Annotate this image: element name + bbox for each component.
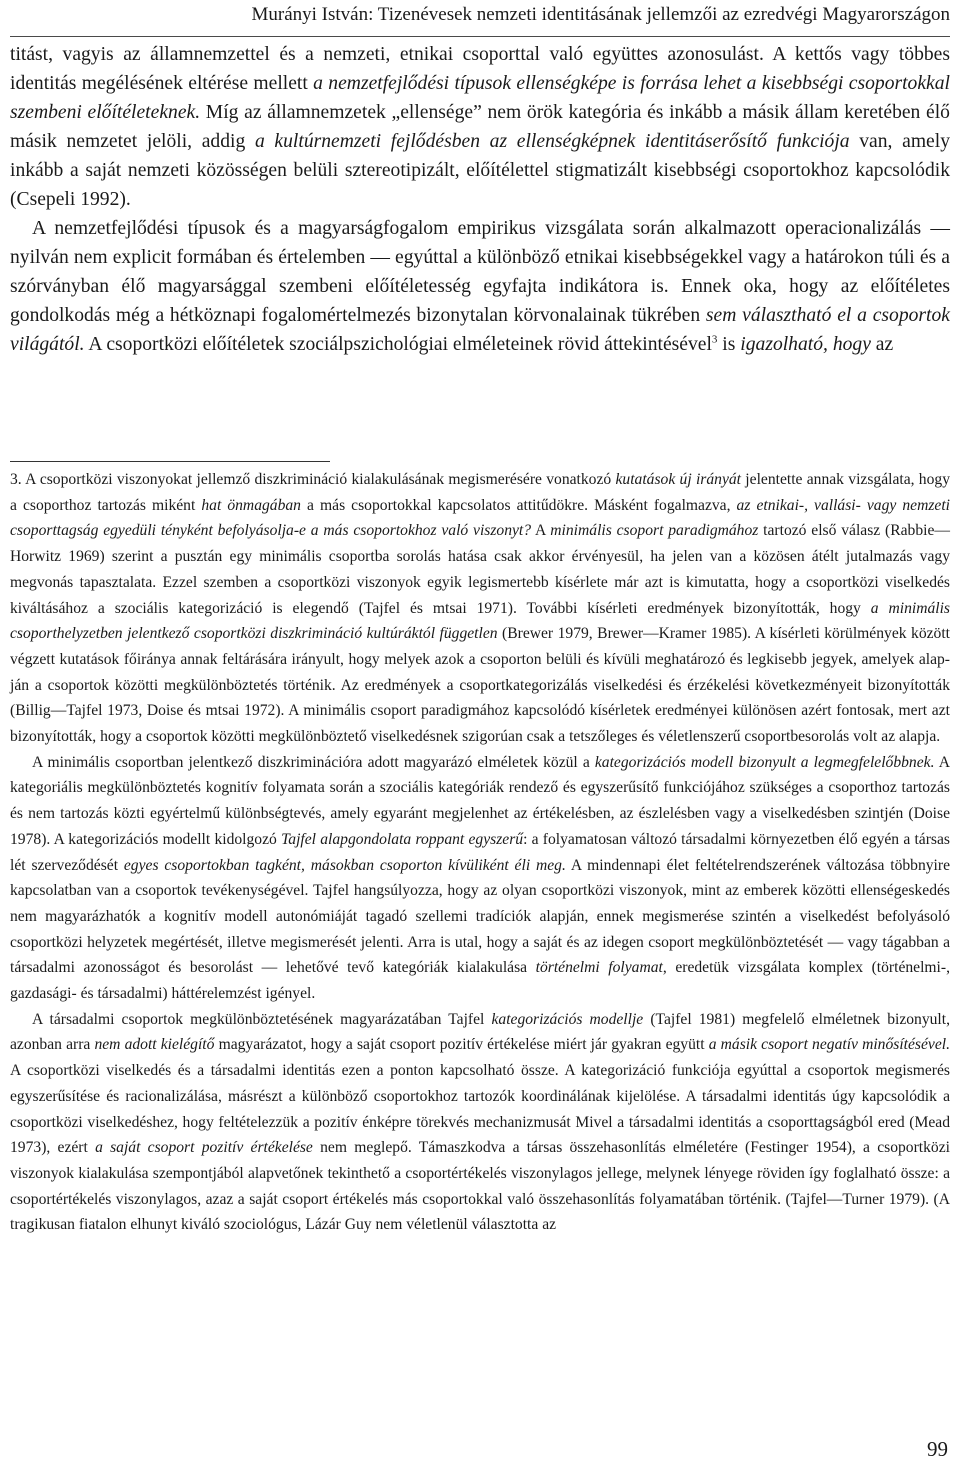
- text-run: Míg az államnemzetek „ellensége” nem örök kategória és inkább a másik állam keretében élő másik nemzetet jelöli, addig: [10, 102, 950, 152]
- text-run: jelentette annak vizsgálata, hogy a csoporthoz tartozás miként: [10, 471, 950, 514]
- text-run: van, amely inkább a saját nemzeti közösségen belüli sztereotipizált, előítélettel stigmatizált kisebbségi csoportokhoz kapcsolódik (Csepeli 1992).: [10, 131, 950, 210]
- text-run: nem meglepő. Támaszkodva a társas összehasonlítás elméletére (Festinger 1954), a csoportközi viszonyok kialakulása szempontjából alapvetőnek tekinthető a csoportértékelés viszonylagos jellege, melynek lényege röviden így foglalható össze: a csoportértékelés viszonylagos, azaz a saját csoport értékelés más csoportokkal való összehasonlítás folyamatában történik. (Tajfel—Turner 1979). (A tragikusan fiatalon elhunyt kiváló szociológus, Lázár Guy nem véletlenül választotta az: [10, 1139, 950, 1234]
- emphasis-text: a nemzetfejlődési típusok ellenségképe is forrása lehet a kisebbségi csoportokkal szembeni előítéleteknek.: [10, 73, 950, 123]
- footnote-rule: [10, 461, 330, 462]
- text-run: magyarázatot, hogy a saját csoport pozitív értékelése miért jár gyakran együtt: [214, 1036, 709, 1054]
- emphasis-text: sem választható el a csoportok világától.: [10, 305, 950, 355]
- emphasis-text: egyes csoportokban tagként, másokban csoporton kívüliként éli meg.: [123, 856, 566, 874]
- text-run: A csoportközi viselkedés és a társadalmi identitás ezen a ponton kapcsolható össze. A kategorizáció funkciója egyúttal a csoportok megismerés egyszerűsítése és racionalizálása, másrészt a különböző csoportokhoz tartozók koordinálának kijelölése. A társadalmi identitás úgy kapcsolódik a csoportközi viselkedéshez, hogy feltételezzük a pozitív énképre törekvés mechanizmusát Mivel a társadalmi identitás a csoporttagságból ered (Mead 1973), ezért: [10, 1062, 950, 1157]
- text-run: A minimális csoportban jelentkező diszkriminációra adott magyarázó elméletek közül a: [32, 753, 595, 771]
- text-run: is: [717, 334, 741, 355]
- footnote-paragraph-3: [10, 1007, 950, 1238]
- text-run: (Tajfel 1981) megfelelő elméletnek bizonyult, azonban arra: [10, 1010, 950, 1054]
- text-run: A csoportközi előítéletek szociálpszichológiai elméleteinek rövid áttekintésével: [84, 334, 712, 355]
- running-header: Murányi István: Tizenévesek nemzeti identitásának jellemzői az ezredvégi Magyarországon: [251, 4, 950, 25]
- emphasis-text: történelmi folyamat: [535, 959, 663, 977]
- page-number: 99: [927, 1437, 948, 1461]
- footnote-paragraph-2: [10, 750, 950, 1007]
- emphasis-text: a másik csoport negatív minősítésével.: [708, 1036, 950, 1054]
- text-run: (Brewer 1979, Brewer—Kramer 1985). A kísérleti körülmények között végzett kutatások főiránya annak feltárására irányult, hogy melyek azok a csoporton belüli és kívüli meghatározó és legkisebb jegyek, amelyek alapján a csoportok közötti megkülönböztetés történik. Az eredmények a csoportkategorizálás viselkedési és érzékelési következményeit bizonyították (Billig—Tajfel 1973, Doise és mtsai 1972). A minimális csoport paradigmához kapcsolódó kísérletek eredményei különösen azért fontosak, mert azt bizonyították, hogy a csoportok közötti megkülönböztető viselkedésnek szigorúan csak a tetszőleges és véletlenszerű csoportbesorolás volt az alapja.: [10, 625, 951, 746]
- emphasis-text: kategorizációs modell bizonyult a legmegfelelőbbnek.: [594, 753, 935, 771]
- text-run: A kategoriális megkülönböztetés kognitív folyamata során a szociális kategóriák rendező és egyszerűsítő funkciójához szükséges a csoporthoz tartozás és nem tartozás közti egyértelmű különbségtevés, amely egyaránt megjelenhet az értékelésben, az észlelésben vagy a viselkedésben szintjén (Doise 1978). A kategorizációs modellt kidolgozó: [10, 753, 950, 848]
- text-run: tartozó első válasz (Rabbie—Horwitz 1969) szerint a pusztán egy minimális csoportba sorolás hatása csak akkor érvényesül, ha jelen van a közösen átélt jutalmazás vagy megvonás tapasztalata. Ezzel szemben a csoportközi viszonyok egyik legismertebb kísérlete már azt is kimutatta, hogy a csoportközi viselkedés kiváltásához a szociális kategorizáció is elegendő (Tajfel és mtsai 1971). További kísérleti eredmények bizonyították, hogy: [10, 522, 950, 617]
- paragraph-2: [10, 214, 950, 359]
- header-rule: [10, 36, 950, 37]
- emphasis-text: a kultúrnemzeti fejlődésben az ellenségképnek identitáserősítő funkciója: [254, 131, 850, 152]
- emphasis-text: Tajfel alapgondolata roppant egyszerű: [281, 830, 524, 848]
- emphasis-text: az etnikai-, vallási- vagy nemzeti csoporttagság egyedüli tényként befolyásolja-e a más csoportokhoz való viszonyt?: [10, 496, 950, 540]
- text-run: 3. A csoportközi viszonyokat jellemző diszkrimináció kialakulásának megismerésére vonatkozó: [10, 471, 616, 488]
- emphasis-text: kategorizációs modellje: [491, 1010, 644, 1028]
- main-text: [10, 40, 950, 359]
- text-run: , eredetük vizsgálata komplex (történelmi-, gazdasági- és társadalmi) háttérelemzést igényel.: [10, 959, 950, 1003]
- text-run: A: [531, 522, 551, 540]
- footnote-ref: 3: [711, 333, 718, 346]
- text-run: A társadalmi csoportok megkülönböztetésének magyarázatában Tajfel: [32, 1010, 492, 1028]
- emphasis-text: nem adott kielégítő: [94, 1036, 215, 1054]
- emphasis-text: minimális csoport paradigmához: [550, 522, 759, 540]
- text-run: titást, vagyis az államnemzettel és a nemzeti, etnikai csoporttal való együttes azonosulást. A kettős vagy többes identitás megélésének eltérése mellett: [10, 44, 950, 94]
- emphasis-text: a minimális csoporthelyzetben jelentkező csoportközi diszkrimináció kultúráktól független: [10, 599, 950, 643]
- emphasis-text: a saját csoport pozitív értékelése: [95, 1139, 313, 1157]
- emphasis-text: igazolható, hogy: [740, 334, 871, 355]
- text-run: a más csoportokkal kapcsolatos attitűdökre. Másként fogalmazva,: [300, 496, 737, 514]
- text-run: A mindennapi élet feltételrendszerének változása többnyire kapcsolatban van a csoportok tevékenységével. Tajfel hangsúlyozza, hogy az olyan csoportközi viszonyok, mint az emberek közötti ellenségeskedés nem magyarázhatók a kognitív modell autonómiáját tagadó szellemi tradíciók alapján, ennek megismerése szintén a viselkedést befolyásoló csoportközi helyzetek megértését, illetve megismerését jelenti. Arra is utal, hogy a saját és az idegen csoport megkülönböztetését — vagy tágabban a társadalmi azonosságot és besorolást — lehetővé tevő kategóriák kialakulása: [10, 856, 951, 977]
- footnote-3: [10, 467, 950, 1238]
- footnote-paragraph-1: [10, 467, 950, 750]
- emphasis-text: kutatások új irányát: [615, 471, 742, 488]
- text-run: az: [870, 334, 894, 355]
- text-run: A nemzetfejlődési típusok és a magyarságfogalom empirikus vizsgálata során alkalmazott operacionalizálás — nyilván nem explicit formában és értelemben — egyúttal a különböző etnikai kisebbségekkel vagy a határokon túli és a szórványban élő magyarsággal szembeni előítéletesség egyfajta indikátora is. Ennek oka, hogy az előítéletes gondolkodás még a hétköznapi fogalomértelmezés bizonytalan körvonalainak tükrében: [10, 218, 950, 326]
- paragraph-1: [10, 40, 950, 214]
- text-run: : a folyamatosan változó társadalmi környezetben élő egyén a társas lét szerveződését: [10, 830, 950, 874]
- emphasis-text: hat önmagában: [201, 496, 301, 514]
